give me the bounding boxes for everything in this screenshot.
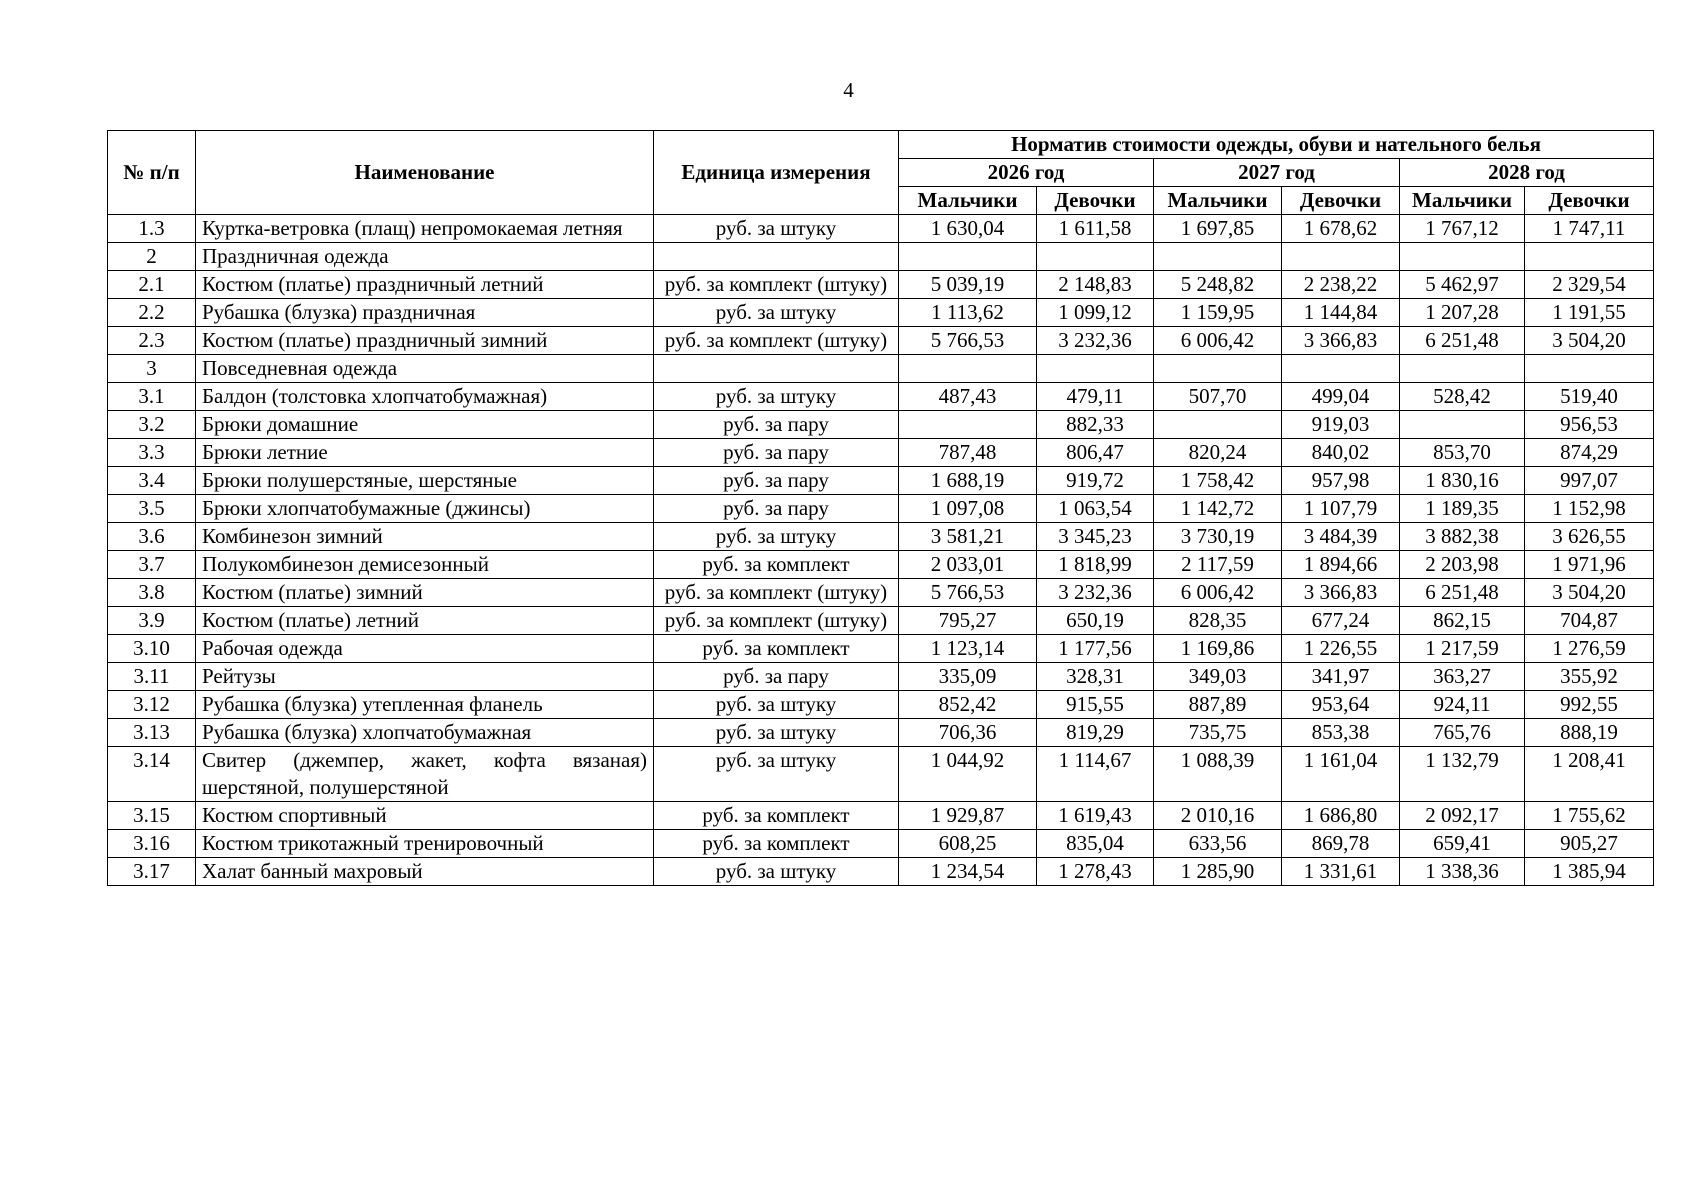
girls-2026-cell: 1 278,43	[1037, 858, 1154, 886]
item-name-cell: Костюм трикотажный тренировочный	[196, 830, 654, 858]
row-number-cell: 3.14	[108, 747, 196, 802]
row-number-cell: 3.3	[108, 439, 196, 467]
boys-2028-cell: 1 207,28	[1400, 299, 1525, 327]
boys-2028-cell: 1 767,12	[1400, 215, 1525, 243]
table-row	[108, 830, 1654, 858]
girls-2027-cell: 1 331,61	[1282, 858, 1400, 886]
boys-2027-cell: 1 142,72	[1154, 495, 1282, 523]
row-number-cell: 1.3	[108, 215, 196, 243]
boys-2027-cell: 1 285,90	[1154, 858, 1282, 886]
unit-cell: руб. за штуку	[654, 383, 899, 411]
boys-2026-cell: 1 113,62	[899, 299, 1037, 327]
boys-2027-cell	[1154, 243, 1282, 271]
item-name-cell: Костюм (платье) праздничный летний	[196, 271, 654, 299]
unit-cell: руб. за комплект (штуку)	[654, 327, 899, 355]
girls-2028-cell: 1 208,41	[1525, 747, 1654, 802]
row-number-cell: 3.17	[108, 858, 196, 886]
boys-2028-cell: 765,76	[1400, 719, 1525, 747]
girls-2027-cell: 869,78	[1282, 830, 1400, 858]
table-row	[108, 579, 1654, 607]
boys-2028-cell	[1400, 243, 1525, 271]
unit-cell	[654, 243, 899, 271]
boys-2028-cell: 1 830,16	[1400, 467, 1525, 495]
girls-2026-cell: 1 818,99	[1037, 551, 1154, 579]
item-name-cell: Брюки полушерстяные, шерстяные	[196, 467, 654, 495]
boys-2026-cell: 335,09	[899, 663, 1037, 691]
boys-2028-cell: 5 462,97	[1400, 271, 1525, 299]
girls-2028-cell: 355,92	[1525, 663, 1654, 691]
boys-2026-cell: 852,42	[899, 691, 1037, 719]
girls-2028-cell	[1525, 355, 1654, 383]
row-number-cell: 2.2	[108, 299, 196, 327]
girls-2027-cell: 3 366,83	[1282, 579, 1400, 607]
girls-2027-cell: 1 894,66	[1282, 551, 1400, 579]
girls-2028-cell: 1 971,96	[1525, 551, 1654, 579]
boys-2026-cell: 5 766,53	[899, 327, 1037, 355]
boys-2027-cell: 3 730,19	[1154, 523, 1282, 551]
item-name-cell: Костюм (платье) зимний	[196, 579, 654, 607]
boys-2026-cell: 5 766,53	[899, 579, 1037, 607]
table-row	[108, 802, 1654, 830]
boys-2027-cell: 6 006,42	[1154, 327, 1282, 355]
boys-2027-cell: 887,89	[1154, 691, 1282, 719]
unit-cell: руб. за пару	[654, 663, 899, 691]
table-row	[108, 467, 1654, 495]
girls-2027-cell	[1282, 355, 1400, 383]
girls-2028-cell	[1525, 243, 1654, 271]
boys-2027-cell	[1154, 411, 1282, 439]
unit-cell: руб. за комплект (штуку)	[654, 271, 899, 299]
item-name-cell: Комбинезон зимний	[196, 523, 654, 551]
item-name-cell: Рубашка (блузка) хлопчатобумажная	[196, 719, 654, 747]
row-number-cell: 3.8	[108, 579, 196, 607]
row-number-cell: 3.6	[108, 523, 196, 551]
girls-2026-cell: 1 611,58	[1037, 215, 1154, 243]
girls-2028-cell: 704,87	[1525, 607, 1654, 635]
table-row	[108, 663, 1654, 691]
girls-2026-cell: 1 099,12	[1037, 299, 1154, 327]
unit-cell: руб. за штуку	[654, 858, 899, 886]
item-name-cell: Рейтузы	[196, 663, 654, 691]
header-girls-2028: Девочки	[1525, 187, 1654, 215]
page-number: 4	[843, 78, 854, 102]
boys-2026-cell: 1 123,14	[899, 635, 1037, 663]
girls-2028-cell: 3 504,20	[1525, 579, 1654, 607]
girls-2028-cell: 1 152,98	[1525, 495, 1654, 523]
row-number-cell: 3.10	[108, 635, 196, 663]
boys-2026-cell: 3 581,21	[899, 523, 1037, 551]
boys-2026-cell: 795,27	[899, 607, 1037, 635]
boys-2027-cell: 1 169,86	[1154, 635, 1282, 663]
girls-2026-cell: 882,33	[1037, 411, 1154, 439]
row-number-cell: 3.15	[108, 802, 196, 830]
item-name-cell: Куртка-ветровка (плащ) непромокаемая летняя	[196, 215, 654, 243]
header-boys-2027: Мальчики	[1154, 187, 1282, 215]
boys-2028-cell: 363,27	[1400, 663, 1525, 691]
girls-2028-cell: 997,07	[1525, 467, 1654, 495]
girls-2028-cell: 3 504,20	[1525, 327, 1654, 355]
boys-2026-cell: 1 929,87	[899, 802, 1037, 830]
girls-2026-cell: 3 232,36	[1037, 579, 1154, 607]
girls-2028-cell: 1 755,62	[1525, 802, 1654, 830]
boys-2028-cell: 924,11	[1400, 691, 1525, 719]
boys-2028-cell: 528,42	[1400, 383, 1525, 411]
item-name-cell: Полукомбинезон демисезонный	[196, 551, 654, 579]
row-number-cell: 3.16	[108, 830, 196, 858]
boys-2028-cell: 853,70	[1400, 439, 1525, 467]
unit-cell: руб. за штуку	[654, 215, 899, 243]
header-girls-2026: Девочки	[1037, 187, 1154, 215]
item-name-cell: Рубашка (блузка) праздничная	[196, 299, 654, 327]
item-name-cell: Костюм спортивный	[196, 802, 654, 830]
unit-cell: руб. за пару	[654, 495, 899, 523]
row-number-cell: 2.1	[108, 271, 196, 299]
girls-2028-cell: 3 626,55	[1525, 523, 1654, 551]
boys-2027-cell: 5 248,82	[1154, 271, 1282, 299]
boys-2026-cell	[899, 355, 1037, 383]
boys-2028-cell: 1 338,36	[1400, 858, 1525, 886]
header-num: № п/п	[108, 131, 196, 215]
item-name-cell: Костюм (платье) праздничный зимний	[196, 327, 654, 355]
boys-2027-cell: 828,35	[1154, 607, 1282, 635]
table-row	[108, 551, 1654, 579]
girls-2026-cell: 1 114,67	[1037, 747, 1154, 802]
boys-2027-cell: 1 758,42	[1154, 467, 1282, 495]
girls-2028-cell: 1 747,11	[1525, 215, 1654, 243]
boys-2026-cell: 1 688,19	[899, 467, 1037, 495]
header-year-2027: 2027 год	[1154, 159, 1400, 187]
boys-2028-cell: 1 189,35	[1400, 495, 1525, 523]
boys-2028-cell: 6 251,48	[1400, 579, 1525, 607]
unit-cell: руб. за штуку	[654, 299, 899, 327]
boys-2027-cell: 633,56	[1154, 830, 1282, 858]
boys-2026-cell: 787,48	[899, 439, 1037, 467]
girls-2026-cell	[1037, 355, 1154, 383]
header-year-2028: 2028 год	[1400, 159, 1654, 187]
table-row	[108, 607, 1654, 635]
unit-cell: руб. за пару	[654, 439, 899, 467]
girls-2027-cell: 1 107,79	[1282, 495, 1400, 523]
girls-2027-cell: 3 366,83	[1282, 327, 1400, 355]
table-row	[108, 215, 1654, 243]
girls-2026-cell: 919,72	[1037, 467, 1154, 495]
table-row	[108, 691, 1654, 719]
header-boys-2026: Мальчики	[899, 187, 1037, 215]
boys-2026-cell: 1 630,04	[899, 215, 1037, 243]
girls-2027-cell: 2 238,22	[1282, 271, 1400, 299]
table-row	[108, 243, 1654, 271]
girls-2028-cell: 1 276,59	[1525, 635, 1654, 663]
row-number-cell: 2	[108, 243, 196, 271]
girls-2028-cell: 519,40	[1525, 383, 1654, 411]
girls-2028-cell: 956,53	[1525, 411, 1654, 439]
table-row	[108, 747, 1654, 802]
girls-2027-cell: 3 484,39	[1282, 523, 1400, 551]
girls-2027-cell: 919,03	[1282, 411, 1400, 439]
unit-cell: руб. за штуку	[654, 691, 899, 719]
item-name-cell: Рабочая одежда	[196, 635, 654, 663]
header-unit: Единица измерения	[654, 131, 899, 215]
girls-2027-cell: 677,24	[1282, 607, 1400, 635]
boys-2027-cell: 820,24	[1154, 439, 1282, 467]
table-row	[108, 635, 1654, 663]
girls-2026-cell: 835,04	[1037, 830, 1154, 858]
boys-2027-cell: 6 006,42	[1154, 579, 1282, 607]
girls-2027-cell: 840,02	[1282, 439, 1400, 467]
girls-2026-cell: 3 232,36	[1037, 327, 1154, 355]
header-name: Наименование	[196, 131, 654, 215]
item-name-cell: Балдон (толстовка хлопчатобумажная)	[196, 383, 654, 411]
boys-2026-cell: 487,43	[899, 383, 1037, 411]
boys-2028-cell: 6 251,48	[1400, 327, 1525, 355]
girls-2026-cell: 3 345,23	[1037, 523, 1154, 551]
header-boys-2028: Мальчики	[1400, 187, 1525, 215]
unit-cell: руб. за пару	[654, 467, 899, 495]
item-name-cell: Брюки домашние	[196, 411, 654, 439]
girls-2027-cell: 1 161,04	[1282, 747, 1400, 802]
table-row	[108, 523, 1654, 551]
boys-2027-cell	[1154, 355, 1282, 383]
girls-2027-cell: 341,97	[1282, 663, 1400, 691]
girls-2026-cell: 819,29	[1037, 719, 1154, 747]
row-number-cell: 3.12	[108, 691, 196, 719]
girls-2026-cell: 1 063,54	[1037, 495, 1154, 523]
unit-cell: руб. за пару	[654, 411, 899, 439]
table-row	[108, 271, 1654, 299]
girls-2027-cell: 1 144,84	[1282, 299, 1400, 327]
girls-2026-cell: 1 177,56	[1037, 635, 1154, 663]
table-body	[108, 215, 1654, 886]
row-number-cell: 3.1	[108, 383, 196, 411]
unit-cell: руб. за комплект	[654, 802, 899, 830]
girls-2026-cell	[1037, 243, 1154, 271]
unit-cell: руб. за комплект	[654, 551, 899, 579]
item-name-cell: Рубашка (блузка) утепленная фланель	[196, 691, 654, 719]
table-row	[108, 719, 1654, 747]
unit-cell	[654, 355, 899, 383]
boys-2027-cell: 507,70	[1154, 383, 1282, 411]
girls-2027-cell: 953,64	[1282, 691, 1400, 719]
item-name-cell: Праздничная одежда	[196, 243, 654, 271]
item-name-cell: Свитер (джемпер, жакет, кофта вязаная) шерстяной, полушерстяной	[196, 747, 654, 802]
boys-2028-cell: 1 132,79	[1400, 747, 1525, 802]
girls-2028-cell: 2 329,54	[1525, 271, 1654, 299]
boys-2028-cell: 862,15	[1400, 607, 1525, 635]
row-number-cell: 3.4	[108, 467, 196, 495]
unit-cell: руб. за комплект (штуку)	[654, 607, 899, 635]
girls-2027-cell: 1 686,80	[1282, 802, 1400, 830]
boys-2026-cell	[899, 411, 1037, 439]
girls-2028-cell: 992,55	[1525, 691, 1654, 719]
girls-2027-cell: 499,04	[1282, 383, 1400, 411]
item-name-cell: Халат банный махровый	[196, 858, 654, 886]
girls-2028-cell: 1 385,94	[1525, 858, 1654, 886]
row-number-cell: 3.2	[108, 411, 196, 439]
header-girls-2027: Девочки	[1282, 187, 1400, 215]
header-norm-group: Норматив стоимости одежды, обуви и нательного белья	[899, 131, 1654, 159]
boys-2027-cell: 349,03	[1154, 663, 1282, 691]
row-number-cell: 3.7	[108, 551, 196, 579]
girls-2026-cell: 915,55	[1037, 691, 1154, 719]
item-name-cell: Костюм (платье) летний	[196, 607, 654, 635]
boys-2026-cell: 5 039,19	[899, 271, 1037, 299]
boys-2028-cell: 2 203,98	[1400, 551, 1525, 579]
unit-cell: руб. за штуку	[654, 523, 899, 551]
table-row	[108, 327, 1654, 355]
boys-2026-cell	[899, 243, 1037, 271]
unit-cell: руб. за комплект	[654, 830, 899, 858]
girls-2026-cell: 479,11	[1037, 383, 1154, 411]
boys-2026-cell: 1 097,08	[899, 495, 1037, 523]
boys-2027-cell: 1 088,39	[1154, 747, 1282, 802]
row-number-cell: 3	[108, 355, 196, 383]
girls-2028-cell: 1 191,55	[1525, 299, 1654, 327]
girls-2026-cell: 1 619,43	[1037, 802, 1154, 830]
boys-2027-cell: 1 697,85	[1154, 215, 1282, 243]
header-year-2026: 2026 год	[899, 159, 1154, 187]
girls-2028-cell: 874,29	[1525, 439, 1654, 467]
row-number-cell: 3.5	[108, 495, 196, 523]
table-row	[108, 439, 1654, 467]
boys-2027-cell: 2 010,16	[1154, 802, 1282, 830]
boys-2026-cell: 2 033,01	[899, 551, 1037, 579]
girls-2028-cell: 905,27	[1525, 830, 1654, 858]
boys-2026-cell: 1 234,54	[899, 858, 1037, 886]
boys-2027-cell: 2 117,59	[1154, 551, 1282, 579]
boys-2028-cell: 3 882,38	[1400, 523, 1525, 551]
boys-2026-cell: 608,25	[899, 830, 1037, 858]
item-name-cell: Брюки хлопчатобумажные (джинсы)	[196, 495, 654, 523]
table-row	[108, 858, 1654, 886]
boys-2026-cell: 1 044,92	[899, 747, 1037, 802]
table-row	[108, 383, 1654, 411]
row-number-cell: 2.3	[108, 327, 196, 355]
boys-2028-cell: 2 092,17	[1400, 802, 1525, 830]
girls-2027-cell: 957,98	[1282, 467, 1400, 495]
girls-2026-cell: 2 148,83	[1037, 271, 1154, 299]
boys-2028-cell	[1400, 411, 1525, 439]
girls-2027-cell	[1282, 243, 1400, 271]
boys-2027-cell: 735,75	[1154, 719, 1282, 747]
clothing-cost-norm-table	[107, 130, 1654, 886]
girls-2026-cell: 328,31	[1037, 663, 1154, 691]
girls-2026-cell: 650,19	[1037, 607, 1154, 635]
table-row	[108, 299, 1654, 327]
item-name-cell: Брюки летние	[196, 439, 654, 467]
boys-2028-cell: 659,41	[1400, 830, 1525, 858]
row-number-cell: 3.11	[108, 663, 196, 691]
boys-2028-cell: 1 217,59	[1400, 635, 1525, 663]
girls-2026-cell: 806,47	[1037, 439, 1154, 467]
girls-2027-cell: 1 678,62	[1282, 215, 1400, 243]
row-number-cell: 3.13	[108, 719, 196, 747]
unit-cell: руб. за комплект (штуку)	[654, 579, 899, 607]
item-name-cell: Повседневная одежда	[196, 355, 654, 383]
boys-2026-cell: 706,36	[899, 719, 1037, 747]
unit-cell: руб. за комплект	[654, 635, 899, 663]
row-number-cell: 3.9	[108, 607, 196, 635]
table-row	[108, 495, 1654, 523]
boys-2027-cell: 1 159,95	[1154, 299, 1282, 327]
girls-2027-cell: 853,38	[1282, 719, 1400, 747]
unit-cell: руб. за штуку	[654, 719, 899, 747]
girls-2028-cell: 888,19	[1525, 719, 1654, 747]
girls-2027-cell: 1 226,55	[1282, 635, 1400, 663]
boys-2028-cell	[1400, 355, 1525, 383]
table-row	[108, 355, 1654, 383]
unit-cell: руб. за штуку	[654, 747, 899, 802]
table-row	[108, 411, 1654, 439]
